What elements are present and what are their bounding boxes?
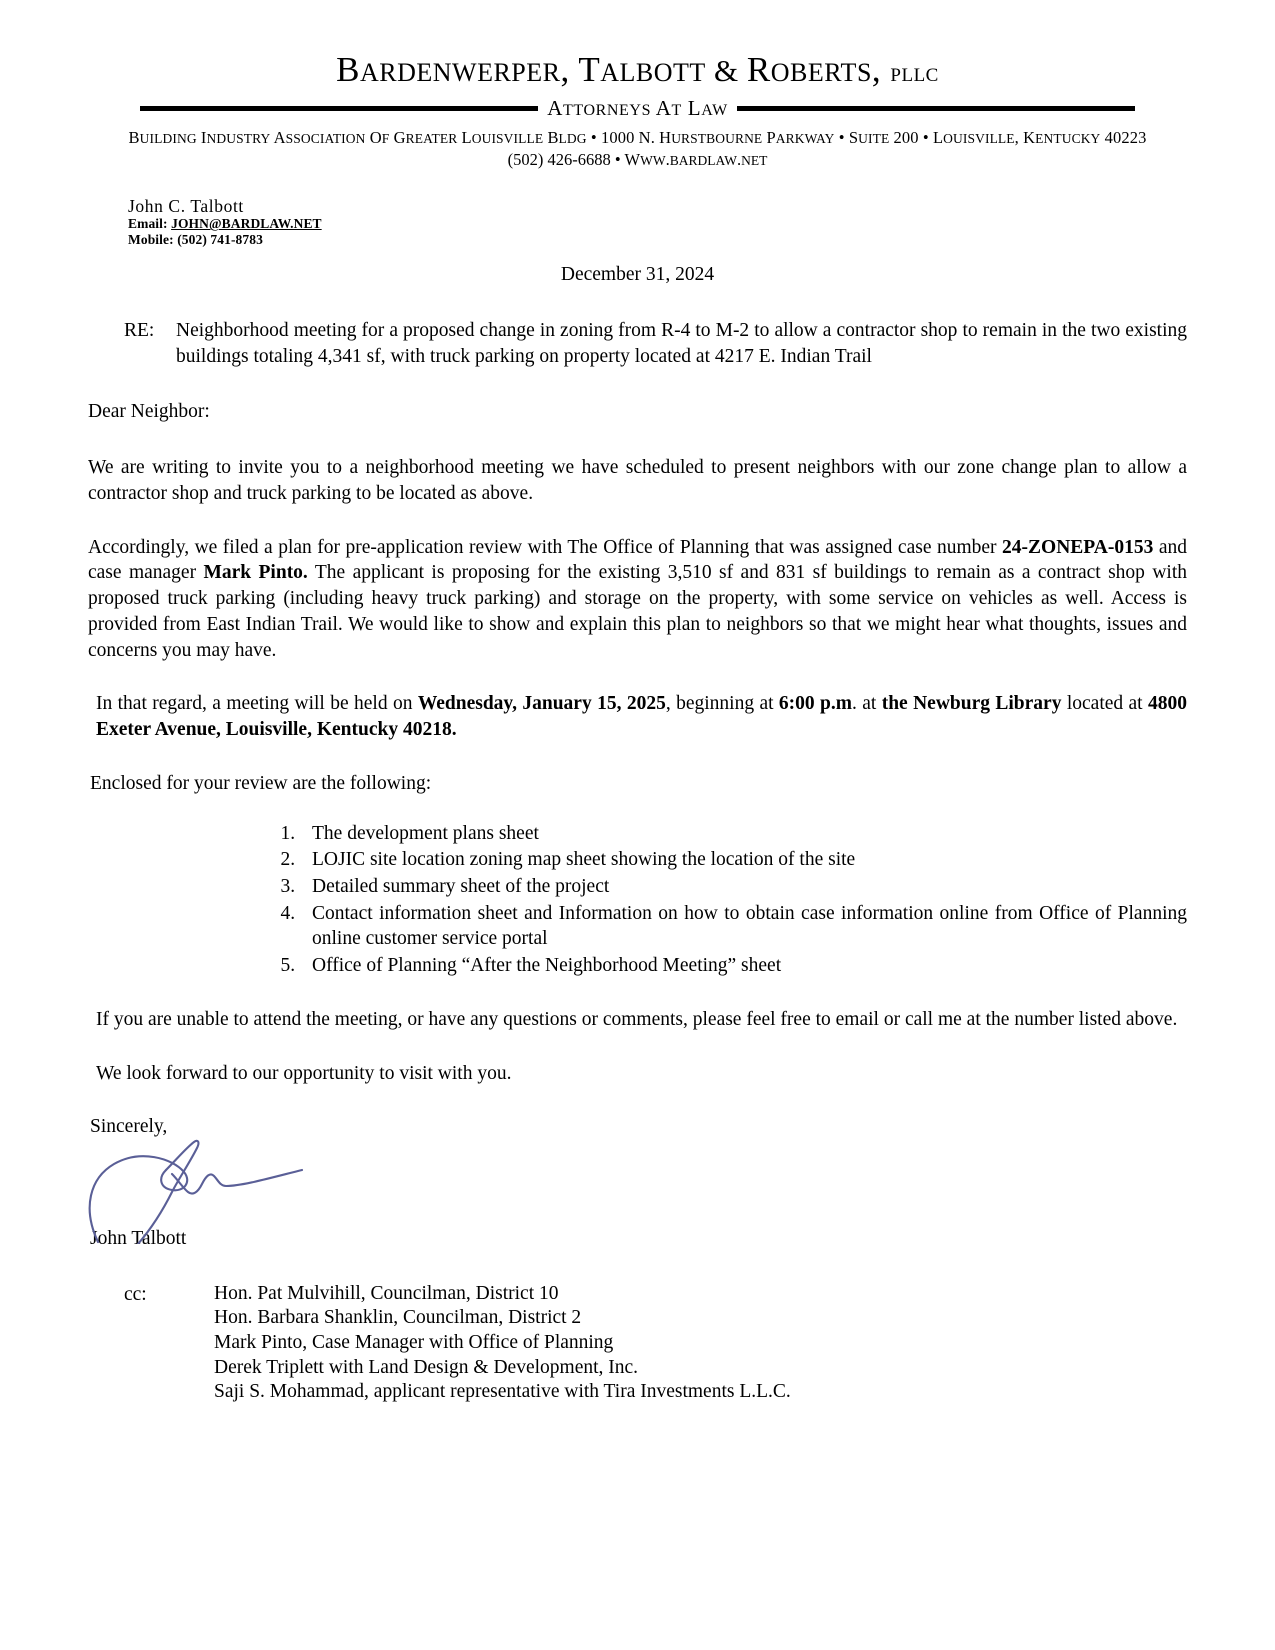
paragraph-1: We are writing to invite you to a neighborhood meeting we have scheduled to present neighbors with our zone change plan to allow a contractor shop and truck parking to be located as above.: [88, 457, 1187, 504]
enclosure-item: 4. Contact information sheet and Information on how to obtain case information online from Office of Planning online customer service portal: [300, 901, 1187, 952]
paragraph-2: [88, 535, 1187, 664]
firm-tagline: ATTORNEYS AT LAW: [547, 95, 728, 120]
enclosure-item: 2. LOJIC site location zoning map sheet showing the location of the site: [300, 847, 1187, 873]
p2-seg2: and case manager: [88, 536, 1187, 584]
sender-email-label: Email:: [128, 216, 168, 232]
cc-recipient: Derek Triplett with Land Design & Development, Inc.: [214, 1356, 639, 1378]
p3-seg3: . at: [852, 693, 882, 715]
cc-recipient: Hon. Barbara Shanklin, Councilman, District 2: [214, 1307, 582, 1329]
letter-body: [88, 262, 1187, 1404]
enclosures-list: [88, 821, 1187, 979]
meeting-time: 6:00 p.m: [778, 693, 853, 715]
re-subject: Neighborhood meeting for a proposed change in zoning from R-4 to M-2 to allow a contractor shop to remain in the two existing buildings totaling 4,341 sf, with truck parking on property located at 4217 E. Indian Trail: [176, 319, 1187, 367]
p3-seg2: , beginning at: [665, 693, 779, 715]
paragraph-4: If you are unable to attend the meeting, or have any questions or comments, please feel free to email or call me at the number listed above.: [96, 1008, 1178, 1030]
re-label: RE:: [124, 319, 155, 341]
sender-mobile-row: [128, 232, 1275, 248]
cc-recipient: Saji S. Mohammad, applicant representative with Tira Investments L.L.C.: [214, 1381, 791, 1403]
firm-name: BARDENWERPER, TALBOTT & ROBERTS, PLLC: [336, 50, 939, 89]
p2-seg1: Accordingly, we filed a plan for pre-application review with The Office of Planning that was assigned case number: [88, 536, 1003, 558]
p3-seg1: In that regard, a meeting will be held on: [96, 693, 418, 715]
sender-block: [128, 196, 1275, 248]
re-block: [124, 318, 1187, 369]
sender-name: John C. Talbott: [128, 195, 244, 216]
letterhead-address: BUILDING INDUSTRY ASSOCIATION OF GREATER LOUISVILLE BLDG • 1000 N. HURSTBOURNE PARKWAY • SUITE 200 • LOUISVILLE, KENTUCKY 40223: [128, 127, 1147, 147]
cc-recipients: [214, 1282, 1187, 1405]
signature-image: [80, 1134, 410, 1244]
tagline-rule-right: [737, 106, 1135, 111]
paragraph-3: [88, 691, 1187, 742]
sender-mobile-value: (502) 741-8783: [177, 232, 263, 248]
enclosure-item: 5. Office of Planning “After the Neighborhood Meeting” sheet: [300, 953, 1187, 979]
letterhead: [0, 0, 1275, 170]
p2-seg3: The applicant is proposing for the existing 3,510 sf and 831 sf buildings to remain as a contract shop with proposed truck parking (including heavy truck parking) and storage on the property, with some service on vehicles as well. Access is provided from East Indian Trail. We would like to show and explain this plan to neighbors so that we might hear what thoughts, issues and concerns you may have.: [88, 562, 1187, 661]
cc-label: cc:: [124, 1283, 147, 1305]
enclosure-item: 3. Detailed summary sheet of the project: [300, 874, 1187, 900]
case-manager-name: Mark Pinto.: [203, 562, 308, 584]
closing-salutation: Sincerely,: [90, 1116, 168, 1138]
letterhead-contact: (502) 426-6688 • WWW.BARDLAW.NET: [507, 149, 768, 169]
signature-area: [88, 1140, 1187, 1226]
sender-mobile-label: Mobile:: [128, 232, 174, 248]
cc-recipient: Hon. Pat Mulvihill, Councilman, District 10: [214, 1282, 559, 1304]
enclosures-intro: Enclosed for your review are the following:: [90, 772, 432, 794]
cc-block: [124, 1282, 1187, 1405]
case-number: 24-ZONEPA-0153: [1002, 536, 1154, 558]
meeting-address: 4800 Exeter Avenue, Louisville, Kentucky 40218.: [96, 693, 1187, 741]
salutation: Dear Neighbor:: [88, 401, 210, 423]
signer-name: John Talbott: [90, 1228, 187, 1250]
letter-date: December 31, 2024: [560, 264, 715, 286]
meeting-date: Wednesday, January 15, 2025: [417, 693, 666, 715]
sender-email-row: [128, 216, 1275, 232]
cc-recipient: Mark Pinto, Case Manager with Office of Planning: [214, 1331, 614, 1353]
enclosure-item: 1. The development plans sheet: [300, 821, 1187, 847]
p3-seg4: located at: [1061, 693, 1148, 715]
tagline-rule-left: [140, 106, 538, 111]
paragraph-5: We look forward to our opportunity to visit with you.: [96, 1062, 512, 1084]
tagline-row: [0, 96, 1275, 121]
sender-email-link[interactable]: JOHN@BARDLAW.NET: [171, 216, 322, 232]
meeting-venue: the Newburg Library: [881, 693, 1062, 715]
